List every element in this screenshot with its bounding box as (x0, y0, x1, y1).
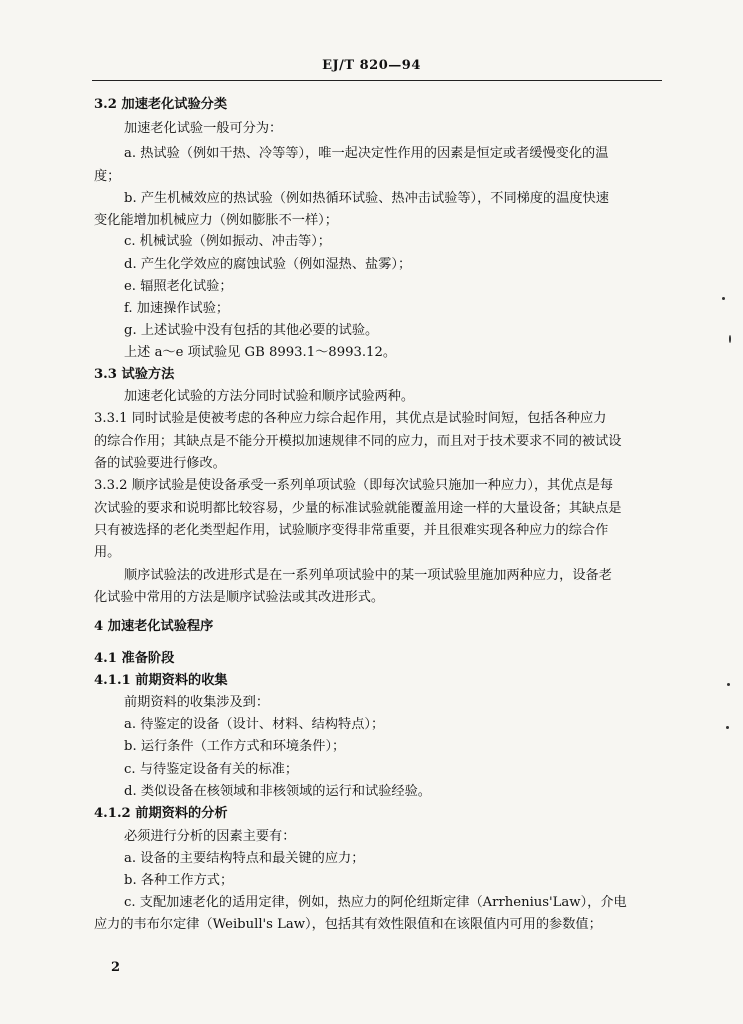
scan-speck (729, 335, 731, 343)
section-4-1-2-heading: 4.1.2 前期资料的分析 (94, 806, 228, 821)
standard-header: EJ/T 820—94 (322, 58, 421, 73)
collection-item-a: a. 待鉴定的设备（设计、材料、结构特点）； (124, 717, 385, 732)
page-number: 2 (111, 960, 121, 975)
list-item-b-line2: 变化能增加机械应力（例如膨胀不一样）； (94, 213, 338, 228)
collection-item-d: d. 类似设备在核领域和非核领域的运行和试验经验。 (124, 784, 431, 799)
section-3-3-2-line3: 只有被选择的老化类型起作用，试验顺序变得非常重要，并且很难实现各种应力的综合作 (94, 523, 609, 538)
analysis-item-c-line2: 应力的韦布尔定律（Weibull's Law），包括其有效性限值和在该限值内可用的参数值； (94, 917, 602, 932)
section-4-1-1-intro: 前期资料的收集涉及到： (124, 695, 270, 710)
list-item-e: e. 辐照老化试验； (124, 279, 233, 294)
list-item-c: c. 机械试验（例如振动、冲击等）； (124, 234, 331, 249)
list-item-g: g. 上述试验中没有包括的其他必要的试验。 (124, 323, 379, 338)
analysis-item-b: b. 各种工作方式； (124, 873, 234, 888)
list-item-f: f. 加速操作试验； (124, 301, 230, 316)
section-3-3-1-line1: 3.3.1 同时试验是使被考虑的各种应力综合起作用，其优点是试验时间短，包括各种应力 (94, 411, 607, 426)
section-4-1-1-heading: 4.1.1 前期资料的收集 (94, 673, 228, 688)
section-3-3-heading: 3.3 试验方法 (94, 367, 175, 382)
header-rule (92, 80, 662, 81)
section-3-3-2-line1: 3.3.2 顺序试验是使设备承受一系列单项试验（即每次试验只施加一种应力），其优点是每 (94, 478, 614, 493)
section-4-1-2-intro: 必须进行分析的因素主要有： (124, 829, 296, 844)
section-4-1-heading: 4.1 准备阶段 (94, 651, 175, 666)
list-item-a-line2: 度； (94, 169, 121, 184)
scan-speck (726, 726, 729, 729)
scan-speck (722, 297, 725, 300)
collection-item-b: b. 运行条件（工作方式和环境条件）； (124, 739, 346, 754)
analysis-item-c-line1: c. 支配加速老化的适用定律，例如，热应力的阿伦纽斯定律（Arrhenius'Law），介电 (124, 895, 627, 910)
list-item-d: d. 产生化学效应的腐蚀试验（例如湿热、盐雾）； (124, 257, 412, 272)
section-4-heading: 4 加速老化试验程序 (94, 619, 214, 634)
list-item-a-line1: a. 热试验（例如干热、冷等等），唯一起决定性作用的因素是恒定或者缓慢变化的温 (124, 146, 609, 161)
improved-method-line2: 化试验中常用的方法是顺序试验法或其改进形式。 (94, 590, 385, 605)
section-3-2-intro: 加速老化试验一般可分为： (124, 121, 283, 136)
section-3-3-1-line3: 备的试验要进行修改。 (94, 456, 226, 471)
standard-reference: 上述 a～e 项试验见 GB 8993.1～8993.12。 (124, 345, 397, 360)
section-3-3-intro: 加速老化试验的方法分同时试验和顺序试验两种。 (124, 389, 415, 404)
scan-speck (727, 683, 730, 686)
improved-method-line1: 顺序试验法的改进形式是在一系列单项试验中的某一项试验里施加两种应力，设备老 (124, 568, 612, 583)
section-3-3-2-line2: 次试验的要求和说明都比较容易，少量的标准试验就能覆盖用途一样的大量设备；其缺点是 (94, 501, 622, 516)
section-3-2-heading: 3.2 加速老化试验分类 (94, 97, 228, 112)
section-3-3-2-line4: 用。 (94, 545, 121, 560)
analysis-item-a: a. 设备的主要结构特点和最关键的应力； (124, 851, 365, 866)
collection-item-c: c. 与待鉴定设备有关的标准； (124, 762, 299, 777)
section-3-3-1-line2: 的综合作用；其缺点是不能分开模拟加速规律不同的应力，而且对于技术要求不同的被试设 (94, 434, 622, 449)
list-item-b-line1: b. 产生机械效应的热试验（例如热循环试验、热冲击试验等），不同梯度的温度快速 (124, 191, 609, 206)
